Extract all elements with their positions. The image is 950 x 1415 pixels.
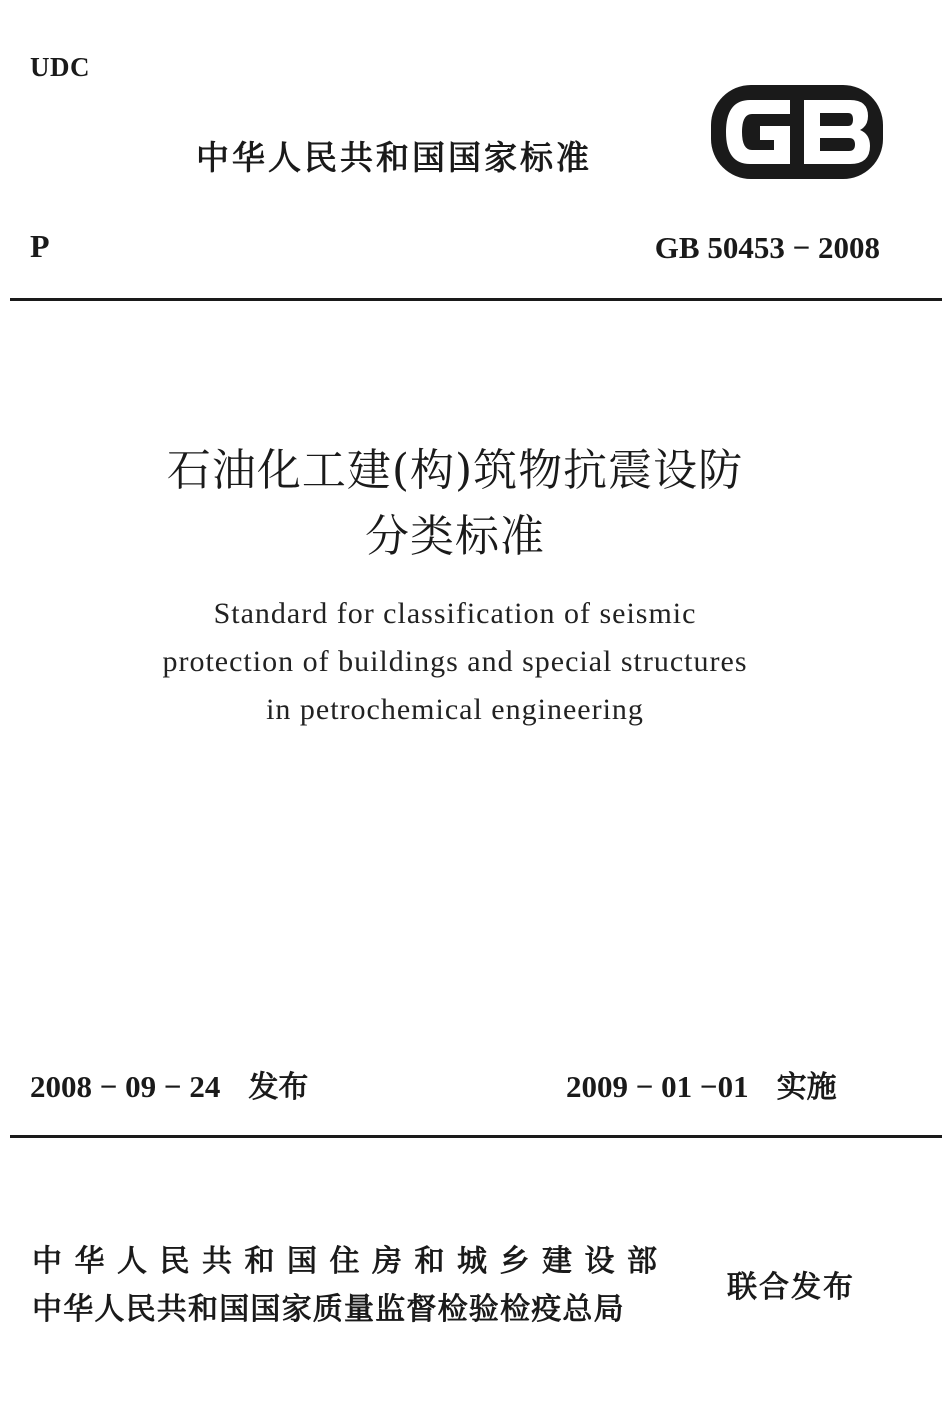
implementation-label: 实施 bbox=[776, 1070, 837, 1105]
standard-number: GB 50453 − 2008 bbox=[654, 230, 880, 265]
issue-date-row bbox=[30, 1062, 308, 1106]
title-chinese-line-1: 石油化工建(构)筑物抗震设防 bbox=[166, 445, 744, 496]
joint-issue-label: 联合发布 bbox=[727, 1270, 855, 1305]
title-english-line-1: Standard for classification of seismic bbox=[213, 597, 697, 630]
implementation-date: 2009 − 01 −01 bbox=[566, 1069, 749, 1104]
issue-date: 2008 − 09 − 24 bbox=[30, 1069, 221, 1104]
title-english-line-3: in petrochemical engineering bbox=[266, 693, 644, 726]
national-standard-heading: 中华人民共和国国家标准 bbox=[196, 138, 592, 177]
title-chinese-line-2: 分类标准 bbox=[365, 511, 545, 562]
publisher-aqsiq: 中华人民共和国国家质量监督检验检疫总局 bbox=[32, 1292, 625, 1327]
issue-label: 发布 bbox=[248, 1070, 309, 1105]
implementation-date-row bbox=[566, 1062, 837, 1106]
title-english-line-2: protection of buildings and special structures bbox=[162, 645, 748, 678]
publisher-ministry: 中华人民共和国住房和城乡建设部 bbox=[32, 1244, 670, 1279]
top-divider bbox=[10, 298, 942, 301]
gb-logo bbox=[708, 82, 886, 182]
udc-label: UDC bbox=[30, 52, 90, 82]
bottom-divider bbox=[10, 1135, 942, 1138]
classification-code: P bbox=[30, 228, 50, 264]
